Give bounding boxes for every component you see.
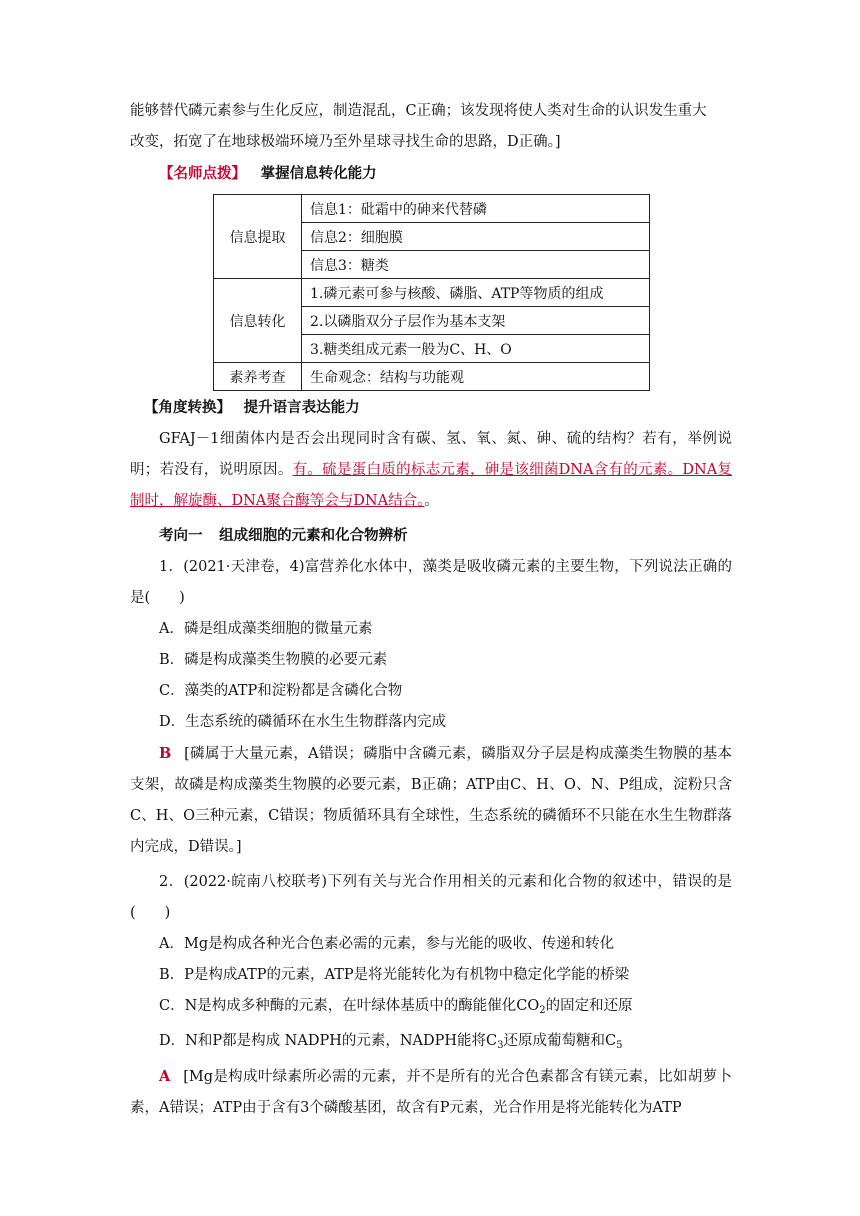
q2-answer-letter: A: [159, 1068, 171, 1085]
transform-item-2: 2.以磷脂双分子层作为基本支架: [302, 307, 650, 335]
section-label: 考向一: [159, 528, 203, 544]
intro-paragraph: [130, 96, 732, 158]
angle-title: 提升语言表达能力: [243, 400, 360, 416]
q2-option-a: A．Mg是构成各种光合色素必需的元素，参与光能的吸收、传递和转化: [159, 936, 615, 952]
q1-option-a: A．磷是组成藻类细胞的微量元素: [159, 621, 373, 637]
q2-option-d: [130, 1026, 732, 1061]
section-title: 组成细胞的元素和化合物辨析: [219, 528, 408, 544]
literacy-label: 素养考查: [214, 363, 302, 391]
q2-option-c-post: 的固定和还原: [545, 998, 633, 1014]
transform-item-3: 3.糖类组成元素一般为C、H、O: [302, 335, 650, 363]
section-heading: [130, 521, 732, 552]
q2-option-b: B．P是构成ATP的元素，ATP是将光能转化为有机物中稳定化学能的桥梁: [159, 967, 630, 983]
q2-explanation: [Mg是构成叶绿素所必需的元素，并不是所有的光合色素都含有镁元素，比如胡萝卜素，A错误；ATP由于含有3个磷酸基团，故含有P元素，光合作用是将光能转化为ATP: [130, 1069, 733, 1116]
q2-explanation-paragraph: [130, 1061, 732, 1124]
q1-option-c: C．藻类的ATP和淀粉都是含磷化合物: [159, 683, 403, 699]
table-row: [214, 363, 650, 391]
q1-explanation: [磷属于大量元素，A错误；磷脂中含磷元素，磷脂双分子层是构成藻类生物膜的基本支架，故磷是构成藻类生物膜的必要元素，B正确；ATP由C、H、O、N、P组成，淀粉只含C、H、O三种元素，C错误；物质循环具有全球性，生态系统的磷循环不只能在水生生物群落内完成，D错误。]: [130, 746, 732, 855]
transform-label: 信息转化: [214, 279, 302, 363]
extract-item-2: 信息2：细胞膜: [302, 223, 650, 251]
q2-option-c-pre: C．N是构成多种酶的元素，在叶绿体基质中的酶能催化CO: [159, 998, 540, 1014]
q1-option-d: D．生态系统的磷循环在水生生物群落内完成: [159, 714, 447, 730]
angle-tag: 【角度转换】: [144, 400, 231, 416]
q2-option-d-pre: D．N和P都是构成 NADPH的元素，NADPH能将C: [159, 1033, 498, 1049]
table-row: [214, 279, 650, 307]
document-page: [130, 96, 732, 1124]
extract-label: 信息提取: [214, 195, 302, 279]
q2-stem: 2．(2022·皖南八校联考)下列有关与光合作用相关的元素和化合物的叙述中，错误的是( ): [130, 874, 732, 921]
tip-tag: 【名师点拨】: [159, 165, 246, 182]
angle-answer: 有。硫是蛋白质的标志元素，砷是该细菌DNA含有的元素。DNA复制时，解旋酶、DNA聚合酶等会与DNA结合。: [130, 462, 732, 509]
q2-option-d-sub2: 5: [616, 1040, 623, 1051]
q1-answer-letter: B: [159, 745, 172, 762]
info-table: [213, 194, 650, 391]
q1-stem: 1．(2021·天津卷，4)富营养化水体中，藻类是吸收磷元素的主要生物，下列说法正确的是( ): [130, 559, 732, 606]
q2-option-d-sub1: 3: [497, 1040, 504, 1051]
q2-option-d-mid: 还原成葡萄糖和C: [503, 1033, 617, 1049]
q1-option-b: B．磷是构成藻类生物膜的必要元素: [159, 652, 388, 668]
intro-line-1: 能够替代磷元素参与生化反应，制造混乱，C正确；该发现将使人类对生命的认识发生重大: [130, 103, 707, 119]
extract-item-1: 信息1：砒霜中的砷来代替磷: [302, 195, 650, 223]
intro-line-2: 改变，拓宽了在地球极端环境乃至外星球寻找生命的思路，D正确。]: [130, 134, 561, 150]
angle-question-text: GFAJ－1细菌体内是否会出现同时含有碳、氢、氧、氮、砷、硫的结构？若有，举例说明；若没有，说明原因。: [130, 431, 732, 478]
tip-heading: [130, 158, 732, 190]
angle-question: [130, 424, 732, 517]
angle-end: 。: [424, 493, 439, 509]
angle-heading: [130, 393, 732, 424]
transform-item-1: 1.磷元素可参与核酸、磷脂、ATP等物质的组成: [302, 279, 650, 307]
q1-explanation-paragraph: [130, 738, 732, 863]
literacy-value: 生命观念：结构与功能观: [302, 363, 650, 391]
extract-item-3: 信息3：糖类: [302, 251, 650, 279]
table-row: [214, 195, 650, 223]
q2-option-c: [130, 991, 732, 1026]
q2-option-c-sub: 2: [539, 1005, 546, 1016]
tip-title: 掌握信息转化能力: [260, 166, 377, 182]
